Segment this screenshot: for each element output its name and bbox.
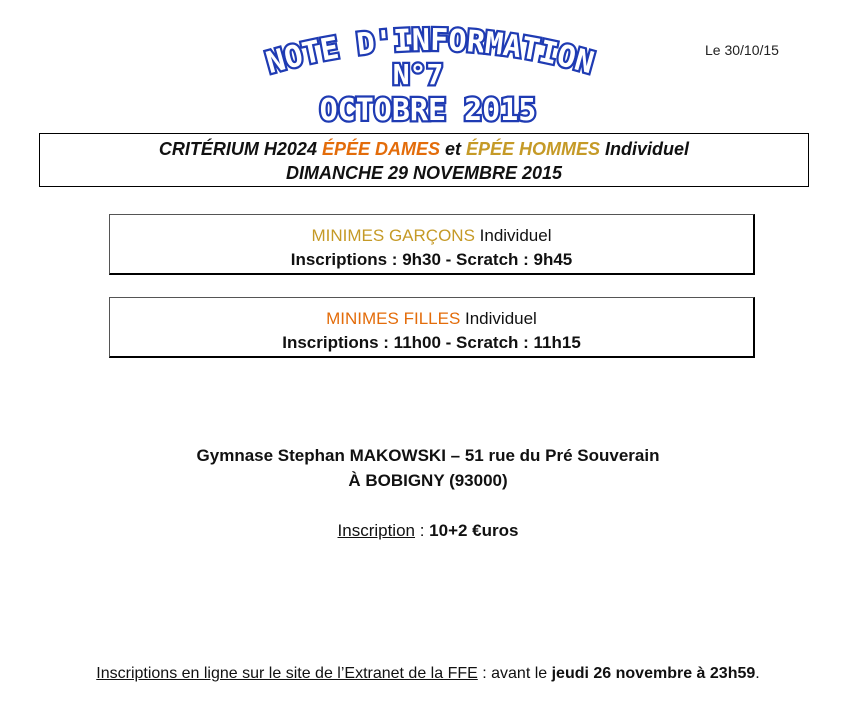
category-times: Inscriptions : 9h30 - Scratch : 9h45	[290, 250, 573, 269]
event-box	[39, 133, 809, 187]
event-title: CRITÉRIUM H2024 ÉPÉE DAMES et ÉPÉE HOMMES Individuel	[158, 139, 690, 159]
venue-line-2: À BOBIGNY (93000)	[348, 471, 508, 490]
category-times: Inscriptions : 11h00 - Scratch : 11h15	[282, 333, 581, 352]
category-box-filles	[109, 297, 755, 358]
title-line-3: OCTOBRE 2015	[319, 93, 537, 128]
title-heading	[240, 20, 620, 130]
category-box-garcons	[109, 214, 755, 275]
extranet-link[interactable]: Inscriptions en ligne sur le site de l’Extranet de la FFE	[96, 665, 478, 682]
epee-dames: ÉPÉE DAMES	[321, 139, 440, 159]
fee-line: Inscription : 10+2 €uros	[337, 521, 519, 540]
category-title: MINIMES FILLES Individuel	[326, 309, 537, 328]
title-line-2: N°7	[392, 58, 444, 91]
fee-value: 10+2 €uros	[429, 521, 519, 540]
deadline: jeudi 26 novembre à 23h59	[551, 665, 756, 682]
event-date: DIMANCHE 29 NOVEMBRE 2015	[285, 163, 563, 183]
document-date: Le 30/10/15	[705, 42, 779, 58]
footer-note: Inscriptions en ligne sur le site de l’Extranet de la FFE : avant le jeudi 26 novembre à 23h59.	[96, 665, 760, 682]
title-line-1: NOTE D'INFORMATION	[262, 22, 598, 82]
epee-hommes: ÉPÉE HOMMES	[466, 139, 601, 159]
category-title: MINIMES GARÇONS Individuel	[311, 226, 552, 245]
category-name: MINIMES GARÇONS	[311, 226, 475, 245]
category-name: MINIMES FILLES	[326, 309, 461, 328]
fee-label: Inscription	[337, 521, 415, 540]
venue-line-1: Gymnase Stephan MAKOWSKI – 51 rue du Pré Souverain	[196, 446, 660, 465]
